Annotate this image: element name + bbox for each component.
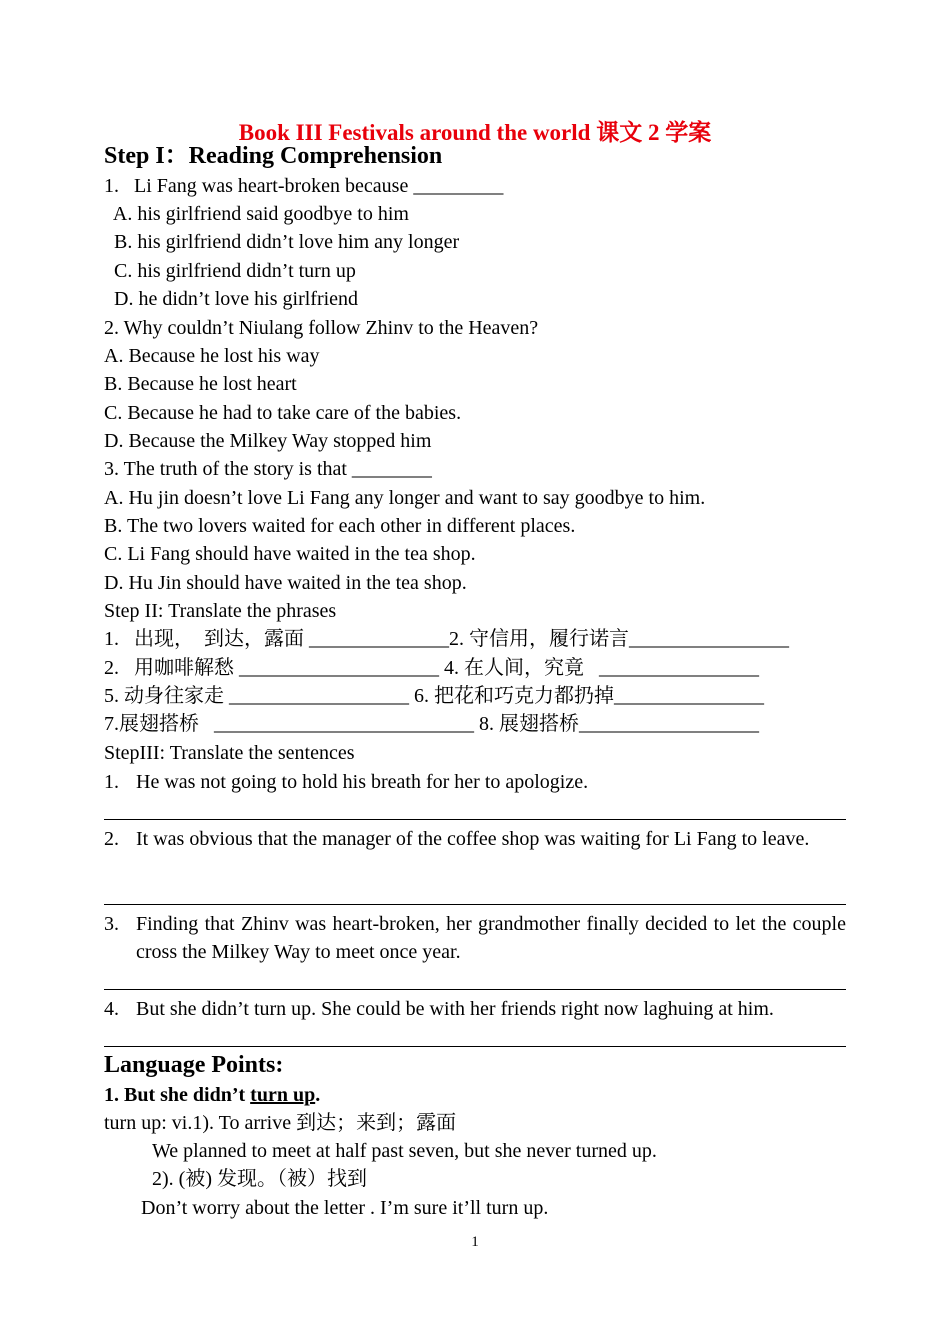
document-title: Book III Festivals around the world 课文 2 学案 — [238, 120, 712, 145]
phrase-row-2: 2. 用咖啡解愁 ____________________ 4. 在人间，究竟 ________________ — [104, 657, 759, 679]
language-point-1-phrase: turn up — [250, 1084, 316, 1106]
sentence-4-number: 4. — [104, 998, 119, 1020]
q2-stem: 2. Why couldn’t Niulang follow Zhinv to the Heaven? — [104, 317, 539, 339]
q3-option-b: B. The two lovers waited for each other in different places. — [104, 515, 576, 537]
phrase-row-4: 7.展翅搭桥 __________________________ 8. 展翅搭桥__________________ — [104, 713, 759, 735]
sentence-1 — [104, 768, 846, 796]
answer-line-1 — [104, 819, 846, 820]
sentence-2 — [104, 825, 846, 853]
phrase-row-3: 5. 动身往家走 __________________ 6. 把花和巧克力都扔掉_______________ — [104, 685, 764, 707]
step3-heading: StepIII: Translate the sentences — [104, 742, 355, 764]
sentence-2-text: It was obvious that the manager of the coffee shop was waiting for Li Fang to leave. — [136, 828, 810, 850]
sentence-3-number: 3. — [104, 913, 119, 935]
q2-option-c: C. Because he had to take care of the babies. — [104, 402, 462, 424]
sentence-3 — [104, 910, 846, 966]
language-point-1-suffix: . — [315, 1084, 321, 1106]
q1-stem: 1. Li Fang was heart-broken because _________ — [104, 175, 504, 197]
q3-stem: 3. The truth of the story is that ________ — [104, 458, 432, 480]
sentence-1-number: 1. — [104, 771, 119, 793]
q3-option-c: C. Li Fang should have waited in the tea shop. — [104, 543, 476, 565]
q2-option-a: A. Because he lost his way — [104, 345, 320, 367]
example-1: We planned to meet at half past seven, but she never turned up. — [152, 1140, 657, 1162]
page-number: 1 — [471, 1234, 479, 1250]
phrase-row-1: 1. 出现， 到达，露面 ______________2. 守信用，履行诺言________________ — [104, 628, 789, 650]
q3-option-d: D. Hu Jin should have waited in the tea shop. — [104, 572, 467, 594]
language-point-1 — [104, 1082, 320, 1108]
sentence-2-number: 2. — [104, 828, 119, 850]
q1-option-b: B. his girlfriend didn’t love him any longer — [104, 231, 460, 253]
answer-line-2 — [104, 904, 846, 905]
q2-option-b: B. Because he lost heart — [104, 373, 297, 395]
answer-line-4 — [104, 1046, 846, 1047]
sentence-1-text: He was not going to hold his breath for her to apologize. — [136, 771, 589, 793]
q1-option-c: C. his girlfriend didn’t turn up — [104, 260, 356, 282]
example-2: Don’t worry about the letter . I’m sure it’ll turn up. — [141, 1197, 549, 1219]
sentence-4-text: But she didn’t turn up. She could be with her friends right now laghuing at him. — [136, 998, 774, 1020]
language-points-heading: Language Points: — [104, 1052, 284, 1078]
q2-option-d: D. Because the Milkey Way stopped him — [104, 430, 432, 452]
q1-option-d: D. he didn’t love his girlfriend — [104, 288, 359, 310]
sentence-3-text: Finding that Zhinv was heart-broken, her grandmother finally decided to let the couple cross the Milkey Way to meet once year. — [136, 913, 846, 963]
definition-1: turn up: vi.1). To arrive 到达；来到；露面 — [104, 1112, 457, 1134]
definition-2: 2). (被) 发现。（被）找到 — [152, 1168, 367, 1190]
step2-heading: Step II: Translate the phrases — [104, 600, 337, 622]
q1-option-a: A. his girlfriend said goodbye to him — [104, 203, 409, 225]
sentence-4 — [104, 995, 846, 1023]
step1-heading: Step I：Reading Comprehension — [104, 143, 443, 169]
language-point-1-prefix: 1. But she didn’t — [104, 1084, 251, 1106]
q3-option-a: A. Hu jin doesn’t love Li Fang any longer and want to say goodbye to him. — [104, 487, 706, 509]
answer-line-3 — [104, 989, 846, 990]
